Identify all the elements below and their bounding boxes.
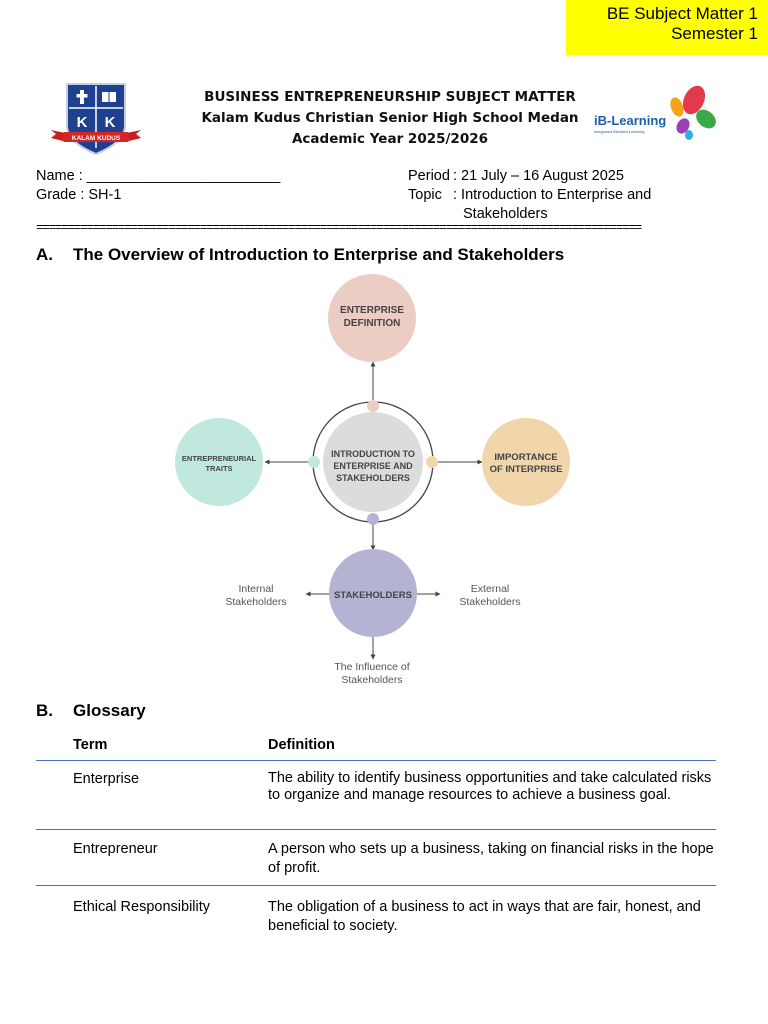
section-b-heading — [36, 701, 336, 723]
node-top-line-1: ENTERPRISE — [340, 305, 404, 316]
section-a-title: The Overview of Introduction to Enterprise and Stakeholders — [73, 245, 565, 264]
academic-year: Academic Year 2025/2026 — [291, 131, 488, 147]
corner-line-1: BE Subject Matter 1 — [606, 4, 758, 23]
period-label: Period — [408, 168, 450, 184]
glossary-term: Entrepreneur — [73, 841, 158, 857]
leaf-internal-line-1: Internal — [238, 583, 274, 595]
period-value: : 21 July – 16 August 2025 — [453, 168, 624, 184]
leaf-influence-line-2: Stakeholders — [341, 674, 403, 686]
glossary-header-term: Term — [73, 737, 108, 753]
glossary-row-rule — [36, 829, 716, 830]
leaf-external-line-1: External — [470, 583, 510, 595]
corner-line-2: Semester 1 — [671, 24, 758, 43]
glossary-header-rule — [36, 760, 716, 761]
subject-corner-label — [566, 0, 768, 55]
node-left-line-2: TRAITS — [205, 464, 233, 473]
logo-letter-1: K — [76, 114, 88, 131]
header-divider: ================================================================================================ — [36, 222, 641, 234]
name-field: Name : ________________________ — [36, 168, 281, 184]
school-name: Kalam Kudus Christian Senior High School Medan — [201, 110, 579, 126]
glossary-term: Ethical Responsibility — [73, 899, 211, 915]
logo-ribbon-text: KALAM KUDUS — [71, 135, 121, 142]
node-right-line-1: IMPORTANCE — [494, 452, 558, 463]
glossary-definition: The obligation of a business to act in ways that are fair, honest, and beneficial to society. — [268, 899, 701, 934]
document-title: BUSINESS ENTREPRENEURSHIP SUBJECT MATTER — [204, 89, 576, 105]
logo-letter-2: K — [104, 114, 116, 131]
dot-right — [426, 456, 438, 468]
dot-top — [367, 400, 379, 412]
glossary-header-definition: Definition — [268, 737, 335, 753]
glossary-row-rule — [36, 885, 716, 886]
section-a-heading — [36, 245, 736, 267]
center-line-1: INTRODUCTION TO — [331, 449, 415, 459]
section-a-label: A. — [36, 245, 53, 264]
topic-value-line-2: Stakeholders — [463, 206, 548, 222]
dot-bottom — [367, 513, 379, 525]
node-top-line-2: DEFINITION — [343, 318, 401, 329]
leaf-influence-line-1: The Influence of — [334, 661, 410, 673]
node-right-line-2: OF INTERPRISE — [489, 464, 563, 475]
section-b-label: B. — [36, 701, 53, 720]
section-b-title: Glossary — [73, 701, 146, 720]
node-bottom-line-1: STAKEHOLDERS — [334, 590, 412, 601]
dot-left — [308, 456, 320, 468]
grade-field: Grade : SH-1 — [36, 187, 122, 203]
leaf-external-line-2: Stakeholders — [459, 596, 521, 608]
leaf-internal-line-2: Stakeholders — [225, 596, 287, 608]
center-line-2: ENTERPRISE AND — [333, 461, 413, 471]
ib-learning-tagline: Integrated Blended Learning — [594, 129, 645, 134]
glossary-definition: The ability to identify business opportunities and take calculated risks to organize and manage resources to achieve a business goal. — [268, 770, 712, 803]
center-line-3: STAKEHOLDERS — [336, 473, 410, 483]
glossary-term: Enterprise — [73, 771, 140, 787]
node-left-line-1: ENTREPRENEURIAL — [181, 454, 257, 463]
school-logo — [50, 80, 142, 156]
glossary-definition: A person who sets up a business, taking on financial risks in the hope of profit. — [268, 841, 714, 876]
topic-label: Topic — [408, 187, 442, 203]
butterfly-icon — [668, 82, 720, 140]
topic-value-line-1: : Introduction to Enterprise and — [453, 187, 652, 203]
overview-mind-map — [0, 270, 768, 695]
ib-learning-name: iB-Learning — [594, 113, 667, 128]
ib-learning-logo — [590, 82, 720, 142]
